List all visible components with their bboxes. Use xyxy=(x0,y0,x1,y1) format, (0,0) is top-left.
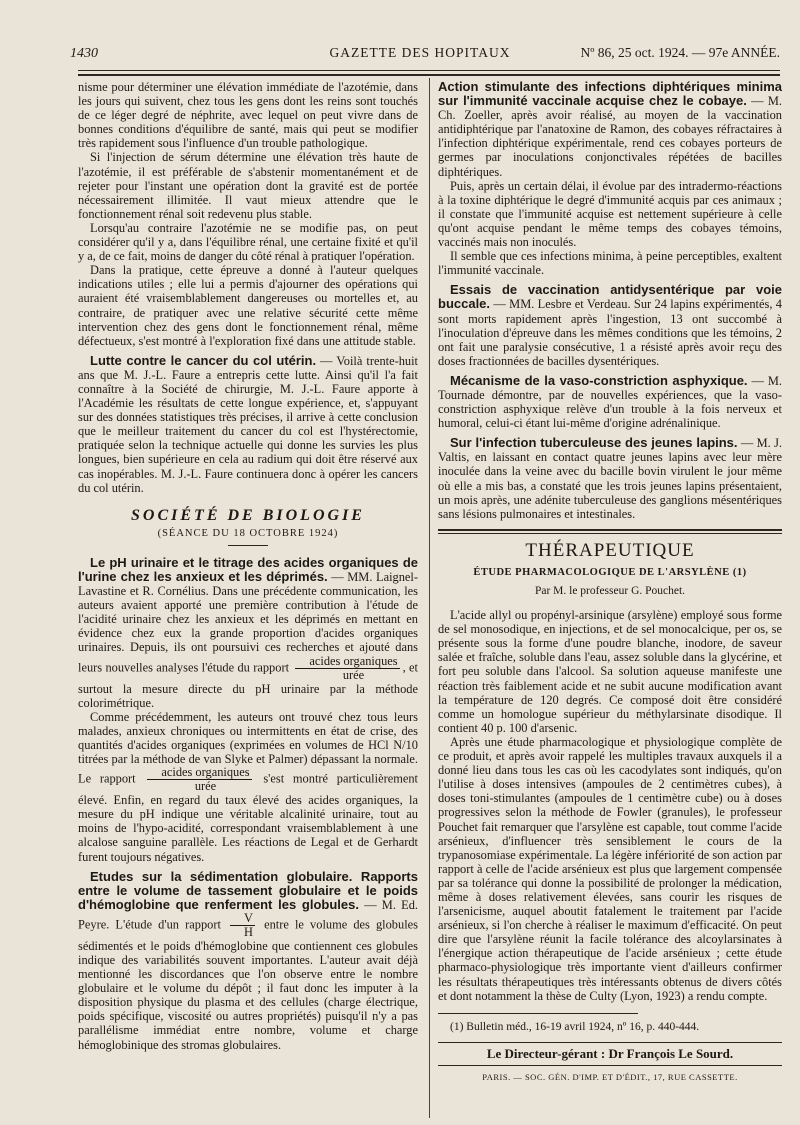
right-column xyxy=(438,80,782,1084)
article-dysentery: Essais de vaccination antidysentérique par voie buccale. — MM. Lesbre et Verdeau. Sur 24 lapins expérimentés, 4 sont morts rapidement après l'ingestion, 13 ont succombé à l'inoculation d'épreuve dans les mêmes conditions que les témoins, 2 ont fait une paralysie consécutive, 1 a résisté après avoir reçu des doses fractionnées de bacilles dysentériques. xyxy=(438,282,782,368)
article-title: Action stimulante des infections diphtériques minima sur l'immunité vaccinale acquise chez le cobaye. xyxy=(438,79,782,109)
header-rule-thick xyxy=(78,74,780,76)
footnote: (1) Bulletin méd., 16-19 avril 1924, nº 16, p. 440-444. xyxy=(450,1020,700,1033)
paragraph: Lorsqu'au contraire l'azotémie ne se modifie pas, on peut considérer qu'il y a, dans l'équilibre rénal, une certaine fixité et qu'il y a, de ce fait, moins de danger du côté rénal à pratiquer l'opération. xyxy=(78,220,418,264)
page-number: 1430 xyxy=(70,46,98,61)
article-tuberculosis: Sur l'infection tuberculeuse des jeunes lapins. — M. J. Valtis, en laissant en contact quatre jeunes lapins avec leur mère inoculée dans la veine avec du bacille bovin virulent le jour même où elle a mis bas, a constaté que les trois jeunes lapins présentaient, un mois après, une adénite tuberculeuse des ganglions mésentériques sans lésions pulmonaires et intestinales. xyxy=(438,435,782,521)
article-body: — MM. Laignel-Lavastine et R. Cornélius. Dans une précédente communication, les auteurs avaient apporté une première contribution à l'étude de l'acidité urinaire chez les anxieux et les déprimés en mettant en évidence chez eux la grande proportion d'acides organiques urinaires. Depuis, ils ont poursuivi ces recherches et ajouté dans leurs nouvelles analyses l'étude du rapport xyxy=(78,570,418,674)
paragraph: Il semble que ces infections minima, à peine perceptibles, exaltent l'immunité vaccinale. xyxy=(438,249,782,278)
fraction: $\frac{\text{acides organiques}}{\text{urée}}$ xyxy=(147,766,251,793)
article-title: Essais de vaccination antidysentérique par voie buccale. xyxy=(438,282,782,312)
fraction: $\frac{\text{acides organiques}}{\text{urée}}$ xyxy=(295,655,399,682)
journal-title: GAZETTE DES HOPITAUX xyxy=(329,45,511,60)
paragraph: Comme précédemment, les auteurs ont trouvé chez tous leurs malades, anxieux chroniques ou intermittents en état de crise, des quantités d'acides organiques (exprimées en volumes de HCl N/10 titrées par la méthode de van Slyke et Palmer) dépassant la normale. Le rapport $\frac{\text{acides organiques}}{\text{urée}}$ s'est montré particulièrement élevé. Enfin, en regard du taux élevé des acides organiques, la mesure du pH indique une véritable alcalinité urinaire, tout au moins de l'hypo-acidité, correspondant vraisemblablement à une alcalose sanguine parallèle. Les réactions de Legal et de Gerhardt furent toujours négatives. xyxy=(78,709,418,864)
printer-line: PARIS. — SOC. GÉN. D'IMP. ET D'ÉDIT., 17, RUE CASSETTE. xyxy=(482,1071,738,1082)
paragraph: Après une étude pharmacologique et physiologique complète de ce produit, et après avoir rappelé les multiples travaux auxquels il a donné lieu dans tous les cas où les cacodylates sont indiqués, qu'on l'utilise à doses intensives (ampoules de 2 centimètres cubes), à doses toni-stimulantes (ampoules de 1 centimètre cube) ou à doses progressives selon la méthode de Fowler (granules), le professeur Pouchet fait remarquer que l'arsylène est capable, tout comme l'acide arsénieux, d'influencer très sensiblement le cours de la trypanosomiase expérimentale. La légère infériorité de son action par rapport à celle de l'acide arsénieux est plus que largement compensée par sa tolérance qui donne la possibilité de prolonger la médication, même à doses relativement élevées, sans courir les risques de l'arsenicisme, auquel aboutit fatalement le traitement par l'acide arsénieux, si l'on cherche à réaliser le maximum d'efficacité. On peut dire que l'arsylène réunit la facile tolérance des alcoylarsinates à l'énergique action thérapeutique de l'acide arsénieux ; cette étude pharmaco-physiologique très importante vient d'ailleurs confirmer les résultats thérapeutiques très intéressants obtenus de divers côtés et dont notamment la thèse de Culty (Lyon, 1923) a rendu compte. xyxy=(438,734,782,1003)
paragraph: nisme pour déterminer une élévation immédiate de l'azotémie, dans les jours qui suivent, chez tous les gens dont les reins sont touchés de ce léger degré de néphrite, avec lequel on peut vivre dans de bonnes conditions d'équilibre de santé, mais qui peut se modifier très rapidement sous l'influence d'un trouble pathologique. xyxy=(78,80,418,151)
study-title: ÉTUDE PHARMACOLOGIQUE DE L'ARSYLÈNE (1) xyxy=(473,566,747,578)
article-vaso: Mécanisme de la vaso-constriction asphyxique. — M. Tournade démontre, par de nouvelles expériences, que la vaso-constriction asphyxique relève d'un trouble à la fois nerveux et humoral, celui-ci étant lui-même d'origine adrénalinique. xyxy=(438,372,782,431)
issue-info: Nº 86, 25 oct. 1924. — 97e ANNÉE. xyxy=(580,45,780,60)
divider xyxy=(438,533,782,534)
article-sedimentation: Etudes sur la sédimentation globulaire. Rapports entre le volume de tassement globulaire et le poids d'hémoglobine que renferment les globules. — M. Ed. Peyre. L'étude d'un rapport $\frac{V}{H}$ entre le volume des globules sédimentés et le poids d'hémoglobine que contiennent ces globules indique des variabilités souvent importantes. L'auteur avait déjà mentionné les discordances que l'on observe entre le nombre globulaire et le volume du dépôt ; il faut donc les imputer à la disposition physique du plasma et des cellules (charge électrique, poids spécifique, viscosité ou autres propriétés) puisqu'il n'y a pas parallélisme immédiat entre nombre, volume et charge hémoglobinique des stromas globulaires. xyxy=(78,868,418,1052)
article-body: — Voilà trente-huit ans que M. J.-L. Faure a entrepris cette lutte. Ainsi qu'il l'a fait connaître à la Société de chirurgie, M. J.-L. Faure apporte à l'Académie les résultats de cette longue expérience, et, s'appuyant sur des données statistiques très précises, il arrive à cette conclusion que le meilleur traitement du cancer du col est l'hystérectomie, pratiquée selon la technique actuelle qui donne les survies les plus longues, bien supérieure en cela au radium qui doit être réservé aux cas inopérables. M. J.-L. Faure continuera donc à opérer les cancers du col utérin. xyxy=(78,353,418,495)
paragraph: Dans la pratique, cette épreuve a donné à l'auteur quelques indications utiles ; elle lui a permis d'ajourner des opérations qui auraient été vraisemblablement dangereuses ou mortelles et, au contraire, de pratiquer avec une relative sécurité cette même intervention chez des gens dont le fonctionnement rénal, même défectueux, s'est montré à l'exploration fixé dans une attitude stable. xyxy=(78,263,418,348)
article-title: Etudes sur la sédimentation globulaire. Rapports entre le volume de tassement globulaire et le poids d'hémoglobine que renferment les globules. xyxy=(78,868,418,912)
byline: Par M. le professeur G. Pouchet. xyxy=(534,585,686,597)
left-column xyxy=(78,80,418,1052)
divider xyxy=(438,529,782,531)
article-ph: Le pH urinaire et le titrage des acides organiques de l'urine chez les anxieux et les déprimés. — MM. Laignel-Lavastine et R. Cornélius. Dans une précédente communication, les auteurs avaient apporté une première contribution à l'étude de l'acidité urinaire chez les anxieux et les déprimés en mettant en évidence chez eux la grande proportion d'acides organiques urinaires. Depuis, ils ont poursuivi ces recherches et ajouté dans leurs nouvelles analyses l'étude du rapport $\frac{\text{acides organiques}}{\text{urée}}$ , et surtout la mesure directe du pH urinaire par la méthode colorimétrique. xyxy=(78,554,418,710)
section-title: SOCIÉTÉ DE BIOLOGIE xyxy=(131,506,365,524)
paragraph: Puis, après un certain délai, il évolue par des intradermo-réactions à la toxine diphtérique le degré d'immunité acquis par ces animaux ; il constate que l'immunité acquise est nettement supérieure à celle qu'ont acquise pendant le même temps des cobayes témoins, vaccinés mais non inoculés. xyxy=(438,178,782,250)
page-header xyxy=(60,42,780,66)
divider xyxy=(438,1042,782,1043)
section-title: THÉRAPEUTIQUE xyxy=(525,539,695,561)
header-rule xyxy=(78,70,780,71)
article-lutte xyxy=(78,354,418,495)
paragraph: Si l'injection de sérum détermine une élévation très haute de l'azotémie, il est préférable de s'abstenir momentanément et de rejeter pour l'instant une opération dont la gravité est de portée nécessairement illimitée. Il vaut mieux attendre que le fonctionnement rénal soit redevenu plus stable. xyxy=(78,150,418,221)
divider xyxy=(228,545,268,546)
paragraph: L'acide allyl ou propényl-arsinique (arsylène) employé sous forme de sel monosodique, en injections, et de sel monocalcique, per os, se présente sous la forme d'une poudre blanche, inodore, de saveur salée et fraîche, soluble dans l'eau, assez soluble dans la glycérine, et fort peu soluble dans l'alcool. Sa solution aqueuse manifeste une réaction très faiblement acide et ne subit aucune modification avant la température de 120 degrés. Ce composé doit être considéré comme un homologue supérieur du méthylarsinate disodique. Il contient 40 p. 100 d'arsenic. xyxy=(438,608,782,735)
article-diphtheria: Action stimulante des infections diphtériques minima sur l'immunité vaccinale acquise chez le cobaye. — M. Ch. Zoeller, après avoir réalisé, au moyen de la vaccination antidiphtérique par l'anatoxine de Ramon, des cobayes réfractaires à l'infection diphtérique expérimentale, rend ces cobayes porteurs de germes par inoculations conjonctivales répétées de bacilles diphtériques. xyxy=(438,79,782,179)
director-line: Le Directeur-gérant : Dr François Le Sourd. xyxy=(486,1045,734,1061)
article-title: Sur l'infection tuberculeuse des jeunes lapins. xyxy=(450,435,738,451)
article-title: Mécanisme de la vaso-constriction asphyxique. xyxy=(450,372,748,388)
article-title: Le pH urinaire et le titrage des acides organiques de l'urine chez les anxieux et les déprimés. xyxy=(78,554,418,584)
article-title: Lutte contre le cancer du col utérin. xyxy=(90,352,317,368)
column-separator xyxy=(429,78,430,1118)
divider xyxy=(438,1065,782,1066)
session-date: (SÉANCE DU 18 OCTOBRE 1924) xyxy=(157,527,339,539)
fraction: $\frac{V}{H}$ xyxy=(230,912,255,939)
footnote-rule xyxy=(438,1013,638,1014)
